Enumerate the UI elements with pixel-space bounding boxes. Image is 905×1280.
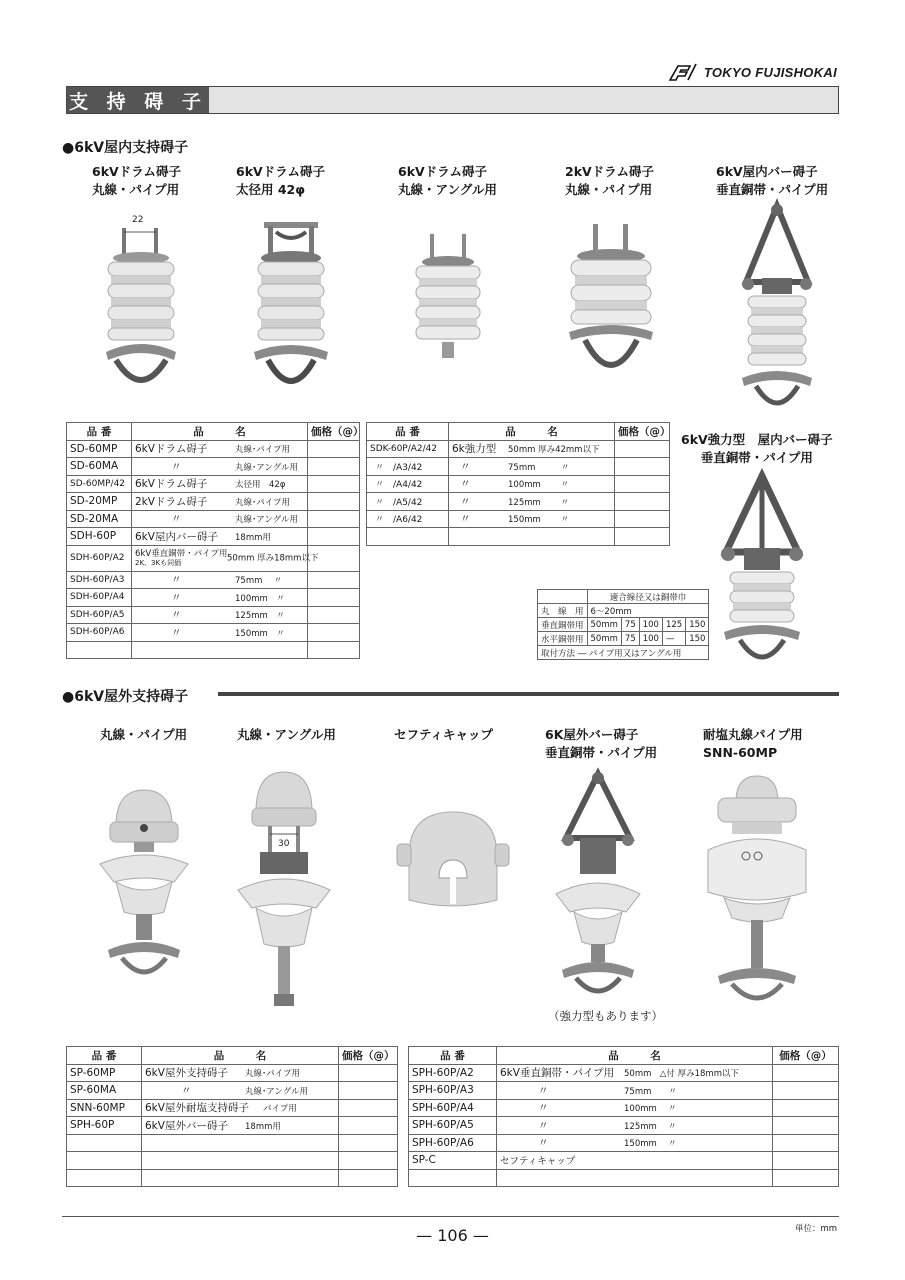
table-row: SDH-60P/A6 〃 150mm 〃 bbox=[67, 624, 360, 642]
section-rule bbox=[218, 692, 839, 696]
table-row: SDK-60P/A2/42 6k強力型 50mm 厚み42mm以下 bbox=[367, 440, 670, 458]
table-row bbox=[67, 641, 360, 659]
table-row: SPH-60P/A3 〃 75mm 〃 bbox=[409, 1082, 839, 1100]
svg-text:30: 30 bbox=[278, 839, 290, 849]
column-header-price: 価格（@） bbox=[308, 423, 360, 441]
outdoor-insulator-image-2 bbox=[234, 768, 334, 1018]
brand-name: TOKYO FUJISHOKAI bbox=[703, 64, 837, 80]
strong-type-note: （強力型もあります） bbox=[548, 1009, 663, 1023]
page-title: 支 持 碍 子 bbox=[67, 87, 209, 113]
table-row bbox=[367, 528, 670, 546]
drum-insulator-image-2 bbox=[246, 216, 336, 396]
section-heading-outdoor: ●6kV屋外支持碍子 bbox=[62, 689, 189, 705]
table-row bbox=[67, 1152, 398, 1170]
column-header-code: 品 番 bbox=[409, 1047, 497, 1065]
drum-insulator-image-1 bbox=[96, 210, 186, 390]
column-header-price: 価格（@） bbox=[339, 1047, 398, 1065]
table-row bbox=[67, 1134, 398, 1152]
table-row bbox=[67, 1169, 398, 1187]
table-row: SD-60MA 〃 丸線･アングル用 bbox=[67, 458, 360, 476]
outdoor-product-table-left bbox=[66, 1046, 398, 1187]
unit-note: 単位：mm bbox=[794, 1224, 837, 1234]
table-row: SNN-60MP 6kV屋外耐塩支持碍子 パイプ用 bbox=[67, 1099, 398, 1117]
table-row: 〃 /A4/42 〃 100mm 〃 bbox=[367, 475, 670, 493]
indoor-product-table-right bbox=[366, 422, 670, 546]
caption-indoor-3: 6kVドラム碍子 丸線・アングル用 bbox=[398, 164, 497, 197]
column-header-name: 品 名 bbox=[132, 423, 308, 441]
caption-indoor-2: 6kVドラム碍子 太径用 42φ bbox=[236, 164, 326, 197]
caption-outdoor-4: 6K屋外バー碍子 垂直銅帯・パイプ用 bbox=[545, 727, 658, 760]
outdoor-product-table-right bbox=[408, 1046, 839, 1187]
table-row: SD-20MP 2kVドラム碍子 丸線･パイプ用 bbox=[67, 493, 360, 511]
salt-resistant-insulator-image bbox=[702, 772, 812, 1012]
table-row: SD-60MP 6kVドラム碍子 丸線･パイプ用 bbox=[67, 440, 360, 458]
table-row: SPH-60P/A6 〃 150mm 〃 bbox=[409, 1134, 839, 1152]
footer-rule bbox=[62, 1216, 839, 1217]
table-row: SP-60MA 〃 丸線･アングル用 bbox=[67, 1082, 398, 1100]
indoor-product-table-left bbox=[66, 422, 364, 659]
table-row: SD-60MP/42 6kVドラム碍子 太径用 42φ bbox=[67, 475, 360, 493]
column-header-price: 価格（@） bbox=[773, 1047, 839, 1065]
column-header-name: 品 名 bbox=[142, 1047, 339, 1065]
table-row: 〃 /A5/42 〃 125mm 〃 bbox=[367, 493, 670, 511]
table-row: SPH-60P/A2 6kV垂直銅帯・パイプ用 50mm △付 厚み18mm以下 bbox=[409, 1064, 839, 1082]
column-header-name: 品 名 bbox=[449, 423, 615, 441]
table-row: 〃 /A3/42 〃 75mm 〃 bbox=[367, 458, 670, 476]
fujishokai-logo-icon bbox=[668, 62, 698, 82]
outdoor-insulator-image-1 bbox=[94, 786, 194, 986]
table-row: SDH-60P/A3 〃 75mm 〃 bbox=[67, 571, 360, 589]
table-row: SPH-60P/A5 〃 125mm 〃 bbox=[409, 1117, 839, 1135]
column-header-code: 品 番 bbox=[67, 423, 132, 441]
brand-logo bbox=[668, 62, 837, 82]
drum-insulator-image-3 bbox=[408, 230, 488, 370]
caption-outdoor-5: 耐塩丸線パイプ用 SNN-60MP bbox=[703, 727, 803, 760]
table-row: SDH-60P 6kV屋内バー碍子 18mm用 bbox=[67, 528, 360, 546]
caption-heavy-bar: 6kV強力型 屋内バー碍子 垂直銅帯・パイプ用 bbox=[681, 432, 833, 465]
svg-text:22: 22 bbox=[132, 215, 144, 225]
drum-insulator-image-4 bbox=[563, 220, 659, 390]
caption-indoor-1: 6kVドラム碍子 丸線・パイプ用 bbox=[92, 164, 182, 197]
indoor-bar-insulator-image bbox=[734, 200, 820, 420]
table-row: SPH-60P 6kV屋外バー碍子 18mm用 bbox=[67, 1117, 398, 1135]
table-row: SD-20MA 〃 丸線･アングル用 bbox=[67, 510, 360, 528]
column-header-name: 品 名 bbox=[497, 1047, 773, 1065]
caption-indoor-5: 6kV屋内バー碍子 垂直銅帯・パイプ用 bbox=[716, 164, 829, 197]
fit-size-table: 適合線径又は銅帯巾 丸 線 用 6～20mm 垂直銅帯用 50mm 75 100 125 150 水平銅帯用 50mm 75 100 — 150 取付方法 ― パイプ用又はアングル用 bbox=[537, 589, 709, 660]
column-header-code: 品 番 bbox=[67, 1047, 142, 1065]
table-row: SP-C セフティキャップ bbox=[409, 1152, 839, 1170]
table-row bbox=[409, 1169, 839, 1187]
table-row: SDH-60P/A5 〃 125mm 〃 bbox=[67, 606, 360, 624]
column-header-code: 品 番 bbox=[367, 423, 449, 441]
safety-cap-image bbox=[393, 804, 513, 914]
table-row: SDH-60P/A2 6kV垂直銅帯・パイプ用 2K、3Kも同価 50mm 厚み18mm以下 bbox=[67, 545, 360, 571]
caption-outdoor-1: 丸線・パイプ用 bbox=[100, 727, 188, 742]
table-row: SDH-60P/A4 〃 100mm 〃 bbox=[67, 589, 360, 607]
page-title-bar bbox=[66, 86, 839, 114]
page-number: — 106 — bbox=[416, 1226, 489, 1245]
table-row: SPH-60P/A4 〃 100mm 〃 bbox=[409, 1099, 839, 1117]
caption-outdoor-3: セフティキャップ bbox=[394, 727, 494, 742]
table-row: SP-60MP 6kV屋外支持碍子 丸線･パイプ用 bbox=[67, 1064, 398, 1082]
outdoor-bar-insulator-image bbox=[548, 768, 648, 1008]
heavy-bar-insulator-image bbox=[712, 472, 812, 672]
column-header-price: 価格（@） bbox=[615, 423, 670, 441]
table-row: 〃 /A6/42 〃 150mm 〃 bbox=[367, 510, 670, 528]
caption-indoor-4: 2kVドラム碍子 丸線・パイプ用 bbox=[565, 164, 655, 197]
section-heading-indoor: ●6kV屋内支持碍子 bbox=[62, 140, 189, 156]
caption-outdoor-2: 丸線・アングル用 bbox=[237, 727, 336, 742]
